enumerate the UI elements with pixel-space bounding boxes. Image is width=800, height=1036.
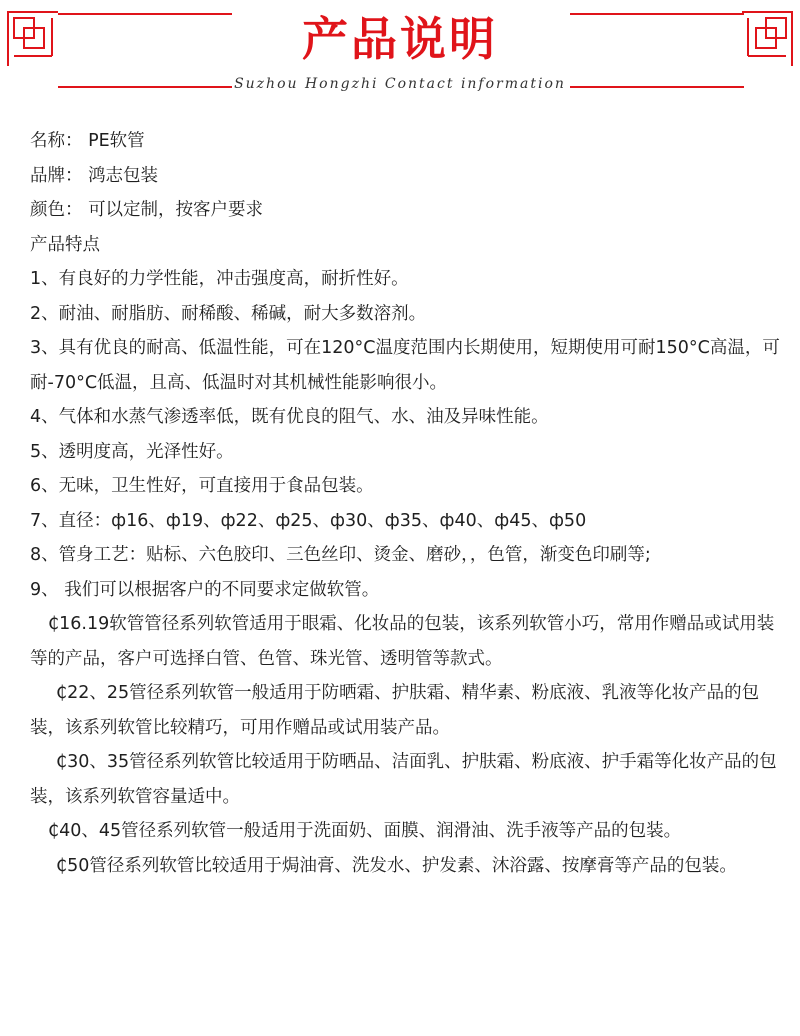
feature-item: 4、气体和水蒸气渗透率低，既有优良的阻气、水、油及异味性能。 — [30, 407, 549, 427]
size-paragraph: ₵40、45管径系列软管一般适用于洗面奶、面膜、润滑油、洗手液等产品的包装。 — [48, 821, 682, 841]
page-subtitle: Suzhou Hongzhi Contact information — [234, 76, 566, 92]
feature-item: 2、耐油、耐脂肪、耐稀酸、稀碱，耐大多数溶剂。 — [30, 303, 427, 324]
feature-item: 8、管身工艺：贴标、六色胶印、三色丝印、烫金、磨砂，，色管，渐变色印刷等; — [30, 545, 651, 565]
header — [0, 0, 800, 110]
size-paragraph: ₵50管径系列软管比较适用于焗油膏、洗发水、护发素、沐浴露、按摩膏等产品的包装。 — [56, 855, 737, 876]
product-description — [30, 124, 780, 883]
spec-color: 颜色： 可以定制，按客户要求 — [30, 200, 264, 220]
spec-name: 名称： PE软管 — [30, 131, 145, 151]
feature-item: 7、直径：ф16、ф19、ф22、ф25、ф30、ф35、ф40、ф45、ф50 — [30, 510, 587, 531]
size-paragraph: ₵22、25管径系列软管一般适用于防晒霜、护肤霜、精华素、粉底液、乳液等化妆产品的包装，该系列软管比较精巧，可用作赠品或试用装产品。 — [30, 683, 760, 738]
size-paragraph: ₵30、35管径系列软管比较适用于防晒品、洁面乳、护肤霜、粉底液、护手霜等化妆产品的包装，该系列软管容量适中。 — [30, 752, 777, 807]
feature-item: 3、具有优良的耐高、低温性能，可在120°C温度范围内长期使用，短期使用可耐150°C高温，可耐-70°C低温，且高、低温时对其机械性能影响很小。 — [30, 338, 780, 393]
feature-item: 1、有良好的力学性能，冲击强度高，耐折性好。 — [30, 269, 409, 289]
feature-item: 6、无味，卫生性好，可直接用于食品包装。 — [30, 476, 374, 496]
feature-item: 9、 我们可以根据客户的不同要求定做软管。 — [30, 579, 380, 600]
spec-brand: 品牌： 鸿志包装 — [30, 165, 159, 186]
page-title: 产品说明 — [302, 12, 498, 66]
feature-item: 5、透明度高，光泽性好。 — [30, 441, 234, 462]
features-heading: 产品特点 — [30, 234, 100, 255]
size-paragraph: ₵16.19软管管径系列软管适用于眼霜、化妆品的包装，该系列软管小巧，常用作赠品或试用装等的产品，客户可选择白管、色管、珠光管、透明管等款式。 — [30, 614, 775, 669]
